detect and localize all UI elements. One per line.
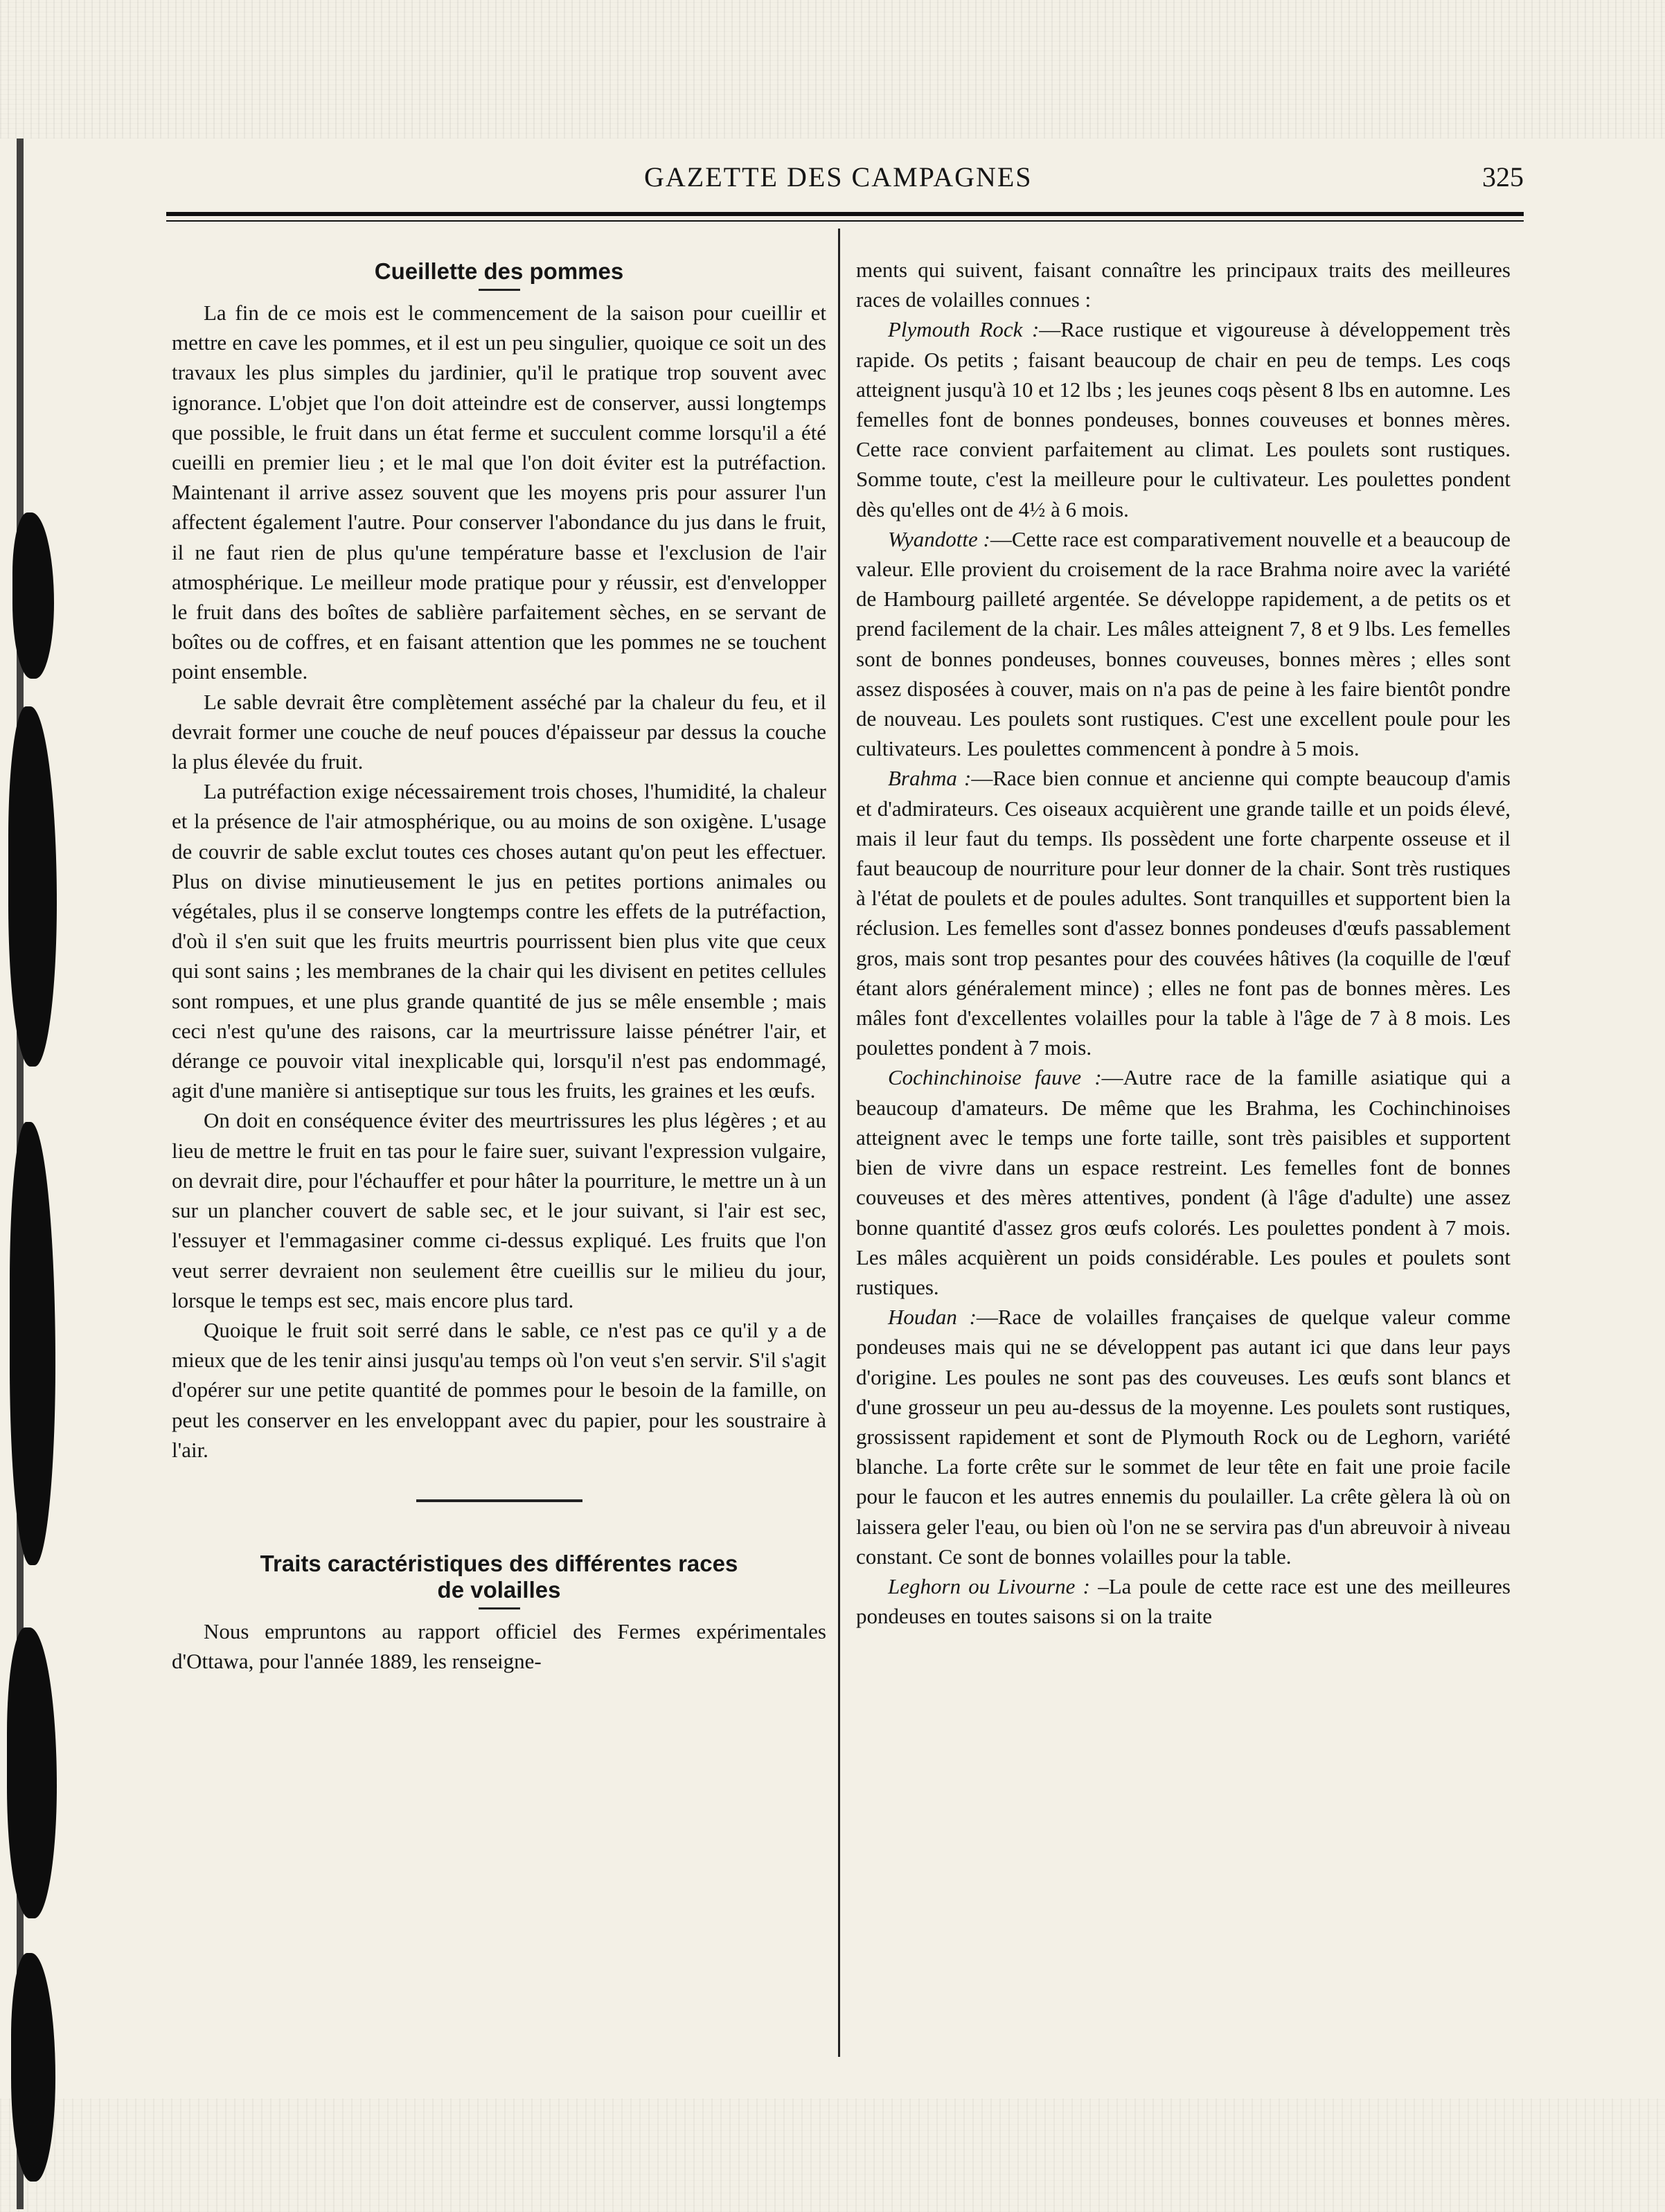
breed-paragraph: [856, 524, 1511, 764]
binding-blot: [8, 706, 57, 1067]
breed-name: Brahma :: [888, 766, 972, 791]
binding-blot: [12, 512, 54, 679]
breed-text: —Cette race est comparativement nouvelle et a beaucoup de valeur. Elle provient du croisement de la race Brahma noire avec la variété de Hambourg pailleté argentée. Se développe rapidement, a de petits os et prend facilement de la chair. Les mâles atteignent 7, 8 et 9 lbs. Les femelles sont de bonnes pondeuses, bonnes couveuses, bonnes mères ; elles sont assez disposées à couver, mais on n'a pas de peine à les faire bientôt pondre de nouveau. Les poulets sont rustiques. C'est une excellent poule pour les cultivateurs. Les poulettes commencent à pondre à 5 mois.: [856, 526, 1511, 761]
breed-paragraph: [856, 1571, 1511, 1631]
breed-text: —Race de volailles françaises de quelque valeur comme pondeuses mais qui ne se développent pas autant ici que dans leur pays d'origine. Les poules ne sont pas des couveuses. Les œufs sont blancs et d'une grosseur un peu au-dessus de la moyenne. Les poulets sont rustiques, grossissent rapidement et sont de Plymouth Rock ou de Leghorn, variété blanche. La forte crête sur le sommet de leur tête en fait une proie facile pour le faucon et les autres ennemis du poulailler. La crête gèlera là où on laissera geler l'eau, ou bien où l'on ne se servira pas d'un abreuvoir à niveau constant. Ce sont de bonnes volailles pour la table.: [856, 1305, 1511, 1569]
page-header: [166, 161, 1524, 202]
breed-name: Houdan :: [888, 1305, 977, 1330]
page-number: 325: [1482, 161, 1524, 193]
breed-paragraph: [856, 1062, 1511, 1302]
binding-blot: [7, 1627, 57, 1918]
paragraph: La fin de ce mois est le commencement de la saison pour cueillir et mettre en cave les pommes, et il est un peu singulier, quoique ce soit un des travaux les plus simples du jardinier, qu'il le pratique trop souvent avec ignorance. L'objet que l'on doit atteindre est de conserver, aussi longtemps que possible, le fruit dans un état ferme et succulent comme lorsqu'il a été cueilli en premier lieu ; et le mal que l'on doit éviter est la putréfaction. Maintenant il arrive assez souvent que les moyens pris pour assurer l'un affectent également l'autre. Pour conserver l'abondance du jus dans le fruit, il ne faut rien de plus qu'une température basse et l'exclusion de l'air atmosphérique. Le meilleur mode pratique pour y réussir, est d'envelopper le fruit dans des boîtes de sablière parfaitement sèches, en se servant de boîtes ou de coffres, et en faisant attention que les pommes ne se touchent point ensemble.: [172, 301, 826, 684]
column-divider: [838, 229, 840, 2057]
paragraph: Quoique le fruit soit serré dans le sable, ce n'est pas ce qu'il y a de mieux que de les tenir ainsi jusqu'au temps où l'on veut s'en servir. S'il s'agit d'opérer sur une petite quantité de pommes pour le besoin de la famille, on peut les conserver en les enveloppant avec du papier, pour les soustraire à l'air.: [172, 1317, 826, 1462]
breed-paragraph: [856, 314, 1511, 524]
header-rule-thick: [166, 212, 1524, 216]
binding-blot: [10, 1122, 55, 1565]
heading-rule: [479, 289, 520, 291]
paragraph: Nous empruntons au rapport officiel des Fermes expérimentales d'Ottawa, pour l'année 1889, les renseigne-: [172, 1618, 826, 1674]
scan-noise-top: [0, 0, 1665, 139]
paragraph: La putréfaction exige nécessairement trois choses, l'humidité, la chaleur et la présence de l'air atmosphérique, ou au moins de son oxigène. L'usage de couvrir de sable exclut toutes ces choses autant qu'on peut les effectuer. Plus on divise minutieusement le jus en petites portions animales ou végétales, plus il se conserve longtemps contre les effets de la putréfaction, d'où il s'en suit que les fruits meurtris pourrissent bien plus vite que ceux qui sont sains ; les membranes de la chair qui les divisent en petites cellules sont rompues, et une plus grande quantité de jus se mêle ensemble ; mais ceci n'est qu'une des raisons, car la meurtrissure laisse pénétrer l'air, et dérange ce pouvoir vital inexplicable qui, lorsqu'il n'est pas endommagé, agit d'une manière si antiseptique sur tous les fruits, les graines et les œufs.: [172, 779, 826, 1103]
breed-text: —Race bien connue et ancienne qui compte beaucoup d'amis et d'admirateurs. Ces oiseaux acquièrent une grande taille et un poids élevé, mais il leur faut du temps. Ils possèdent une forte charpente osseuse et il faut beaucoup de nourriture pour leur donner de la chair. Sont très rustiques à l'état de poulets et de poules adultes. Sont tranquilles et supportent bien la réclusion. Les femelles sont d'assez bonnes pondeuses d'œufs passablement gros, mais sont trop pesantes pour des couvées hâtives (la coquille de l'œuf étant alors généralement mince) ; elles ne font pas de bonnes mères. Les mâles font d'excellentes volailles pour la table à l'âge de 7 à 8 mois. Les poulettes pondent à 7 mois.: [856, 766, 1511, 1060]
paragraph: On doit en conséquence éviter des meurtrissures les plus légères ; et au lieu de mettre le fruit en tas pour le faire suer, suivant l'expression vulgaire, on devrait dire, pour l'échauffer et pour hâter la pourriture, le mettre un à un sur un plancher couvert de sable sec, et le jour suivant, si l'air est sec, l'essuyer et l'emmagasiner comme ci-dessus expliqué. Les fruits que l'on veut serrer devraient non seulement être cueillis sur le milieu du jour, lorsque le temps est sec, mais encore plus tard.: [172, 1108, 826, 1312]
header-rule-thin: [166, 220, 1524, 222]
scan-noise-bottom: [0, 2098, 1665, 2212]
breed-name: Leghorn ou Livourne :: [888, 1573, 1090, 1598]
breed-paragraph: [856, 1302, 1511, 1571]
running-title: GAZETTE DES CAMPAGNES: [644, 161, 1033, 193]
breed-paragraph: [856, 763, 1511, 1062]
breed-text: –La poule de cette race est une des meilleures pondeuses en toutes saisons si on la traite: [856, 1573, 1511, 1629]
breed-name: Cochinchinoise fauve :: [888, 1065, 1102, 1090]
right-column: [856, 255, 1511, 1631]
heading-line: de volailles: [437, 1576, 561, 1603]
breed-text: —Autre race de la famille asiatique qui a beaucoup d'amateurs. De même que les Brahma, les Cochinchinoises atteignent avec le temps une forte taille, sont très paisibles et supportent bien de vivre dans un espace restreint. Les femelles font de bonnes couveuses et des mères attentives, pondent (à l'âge d'adulte) une assez bonne quantité d'assez gros œufs colorés. Les poulettes pondent à 7 mois. Les mâles acquièrent un poids considérable. Les poules et poulets sont rustiques.: [856, 1065, 1511, 1299]
breed-text: —Race rustique et vigoureuse à développement très rapide. Os petits ; faisant beaucoup de chair en peu de temps. Les coqs atteignent jusqu'à 10 et 12 lbs ; les jeunes coqs pèsent 8 lbs en automne. Les femelles font de bonnes pondeuses, bonnes couveuses et bonnes mères. Cette race convient parfaitement au climat. Les poulets sont rustiques. Somme toute, c'est la meilleure pour le cultivateur. Les poulettes pondent dès qu'elles ont de 4½ à 6 mois.: [856, 317, 1511, 521]
left-column: [172, 253, 826, 1676]
section-rule: [416, 1499, 582, 1502]
article-heading: Cueillette des pommes: [374, 258, 624, 284]
heading-rule: [479, 1607, 520, 1609]
binding-blot: [11, 1953, 55, 2182]
breed-name: Wyandotte :: [888, 526, 990, 551]
breed-name: Plymouth Rock :: [888, 317, 1040, 342]
paragraph: Le sable devrait être complètement asséché par la chaleur du feu, et il devrait former une couche de neuf pouces d'épaisseur par dessus la couche la plus élevée du fruit.: [172, 689, 826, 774]
binding-edge: [0, 139, 83, 2212]
heading-line: Traits caractéristiques des différentes races: [260, 1550, 738, 1576]
paragraph: ments qui suivent, faisant connaître les principaux traits des meilleures races de volailles connues :: [856, 258, 1511, 312]
article-heading-2: [172, 1551, 826, 1603]
